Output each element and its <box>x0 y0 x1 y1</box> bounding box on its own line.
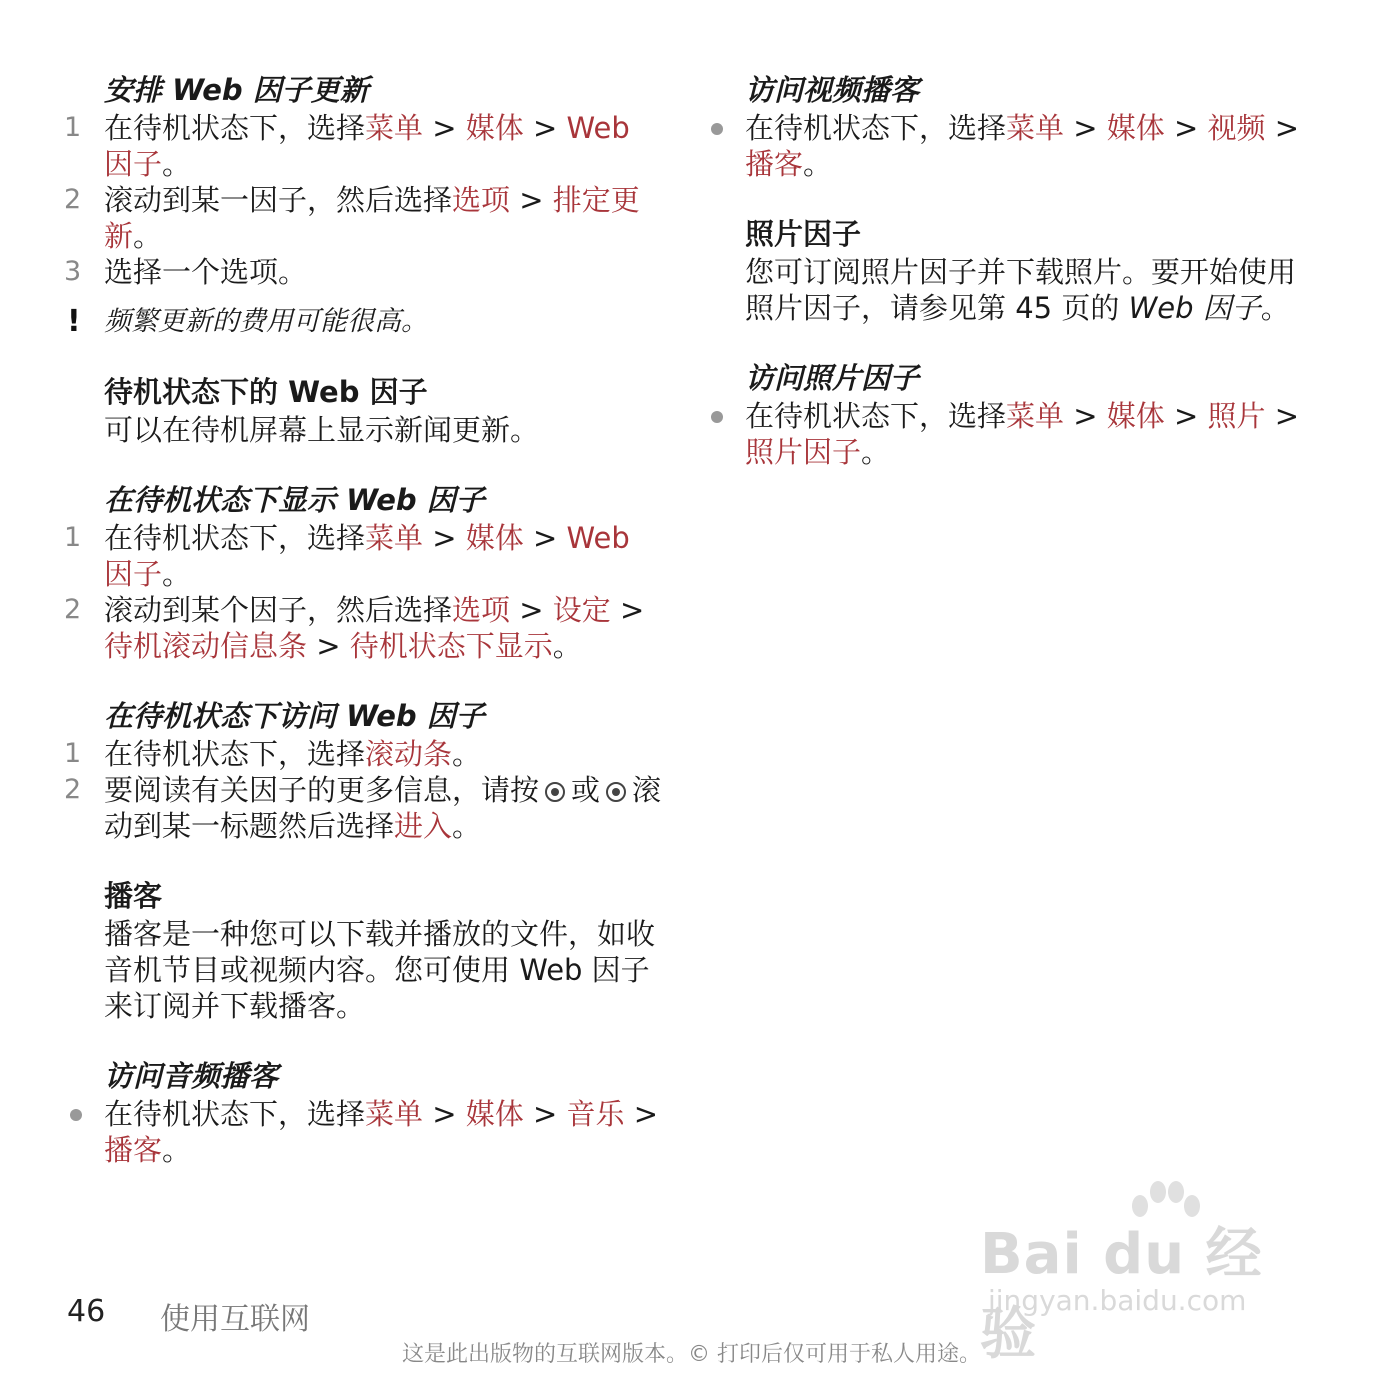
section-audio-podcasts <box>64 1056 664 1168</box>
separator: > <box>1164 399 1208 433</box>
heading: 在待机状态下显示 Web 因子 <box>104 483 485 517</box>
punct: 。 <box>552 629 582 663</box>
schedule-update-link[interactable]: 排定更新 <box>104 183 640 253</box>
podcasts-link[interactable]: 播客 <box>745 147 804 181</box>
text: 在待机状态下，选择 <box>745 399 1007 433</box>
media-link[interactable]: 媒体 <box>1106 399 1165 433</box>
text: 选择一个选项。 <box>104 255 308 289</box>
right-column <box>705 70 1305 502</box>
list-item <box>64 1096 664 1168</box>
menu-link[interactable]: 菜单 <box>1006 111 1065 145</box>
separator: > <box>1064 399 1107 433</box>
navigation-key-down-icon <box>606 782 626 802</box>
settings-link[interactable]: 设定 <box>552 593 611 627</box>
punct: 。 <box>452 809 482 843</box>
step-number: 2 <box>64 774 82 805</box>
options-link[interactable]: 选项 <box>452 593 511 627</box>
punct: 。 <box>1260 291 1290 325</box>
heading: 播客 <box>104 879 163 913</box>
ticker-link[interactable]: 待机滚动信息条 <box>104 629 308 663</box>
list-item <box>64 736 664 772</box>
punct: 。 <box>162 1133 192 1167</box>
footer-note: 这是此出版物的互联网版本。© 打印后仅可用于私人用途。 <box>402 1342 981 1367</box>
warning-note <box>64 304 664 340</box>
text: 在待机状态下，选择 <box>104 737 366 771</box>
baidu-watermark <box>980 1180 1310 1367</box>
text: 要阅读有关因子的更多信息，请按 <box>104 773 540 807</box>
separator: > <box>1164 111 1208 145</box>
section-show-feeds <box>64 480 664 664</box>
heading: 访问视频播客 <box>745 73 920 107</box>
separator: > <box>523 111 567 145</box>
punct: 。 <box>162 147 192 181</box>
separator: > <box>1265 111 1300 145</box>
media-link[interactable]: 媒体 <box>465 111 524 145</box>
menu-link[interactable]: 菜单 <box>365 521 424 555</box>
punct: 。 <box>803 147 833 181</box>
page-number: 46 <box>67 1294 106 1329</box>
paragraph <box>745 254 1305 326</box>
options-link[interactable]: 选项 <box>452 183 511 217</box>
section-access-feeds <box>64 696 664 844</box>
list-item <box>64 254 664 290</box>
show-in-standby-link[interactable]: 待机状态下显示 <box>349 629 553 663</box>
separator: > <box>510 593 553 627</box>
media-link[interactable]: 媒体 <box>465 521 524 555</box>
text: 在待机状态下，选择 <box>745 111 1007 145</box>
media-link[interactable]: 媒体 <box>465 1097 524 1131</box>
section-access-photo-feeds <box>705 358 1305 470</box>
chapter-title: 使用互联网 <box>160 1302 310 1337</box>
paragraph: 可以在待机屏幕上显示新闻更新。 <box>104 413 540 447</box>
cross-reference: Web 因子 <box>1128 291 1261 325</box>
punct: 。 <box>133 219 163 253</box>
heading: 访问音频播客 <box>104 1059 279 1093</box>
note-text: 频繁更新的费用可能很高。 <box>104 306 428 337</box>
warning-icon: ! <box>67 304 81 339</box>
section-video-podcasts <box>705 70 1305 182</box>
step-number: 1 <box>64 112 82 143</box>
list-item <box>64 520 664 592</box>
separator: > <box>610 593 645 627</box>
menu-link[interactable]: 菜单 <box>365 111 424 145</box>
text: 滚动到某一因子，然后选择 <box>104 183 453 217</box>
text: 您可订阅照片因子并下载照片。要开始使用照片因子，请参见第 45 页的 <box>745 255 1297 325</box>
bullet <box>711 123 723 135</box>
list-item <box>64 110 664 182</box>
step-number: 1 <box>64 522 82 553</box>
list-item <box>64 772 664 844</box>
step-number: 2 <box>64 594 82 625</box>
section-photo-feeds <box>705 214 1305 326</box>
separator: > <box>1265 399 1300 433</box>
web-feeds-link[interactable]: Web 因子 <box>104 521 630 591</box>
separator: > <box>423 1097 466 1131</box>
step-number: 2 <box>64 184 82 215</box>
web-feeds-link[interactable]: Web 因子 <box>104 111 630 181</box>
section-schedule-update <box>64 70 664 340</box>
text: 在待机状态下，选择 <box>104 111 366 145</box>
separator: > <box>423 111 466 145</box>
heading: 照片因子 <box>745 217 862 251</box>
menu-link[interactable]: 菜单 <box>365 1097 424 1131</box>
photo-link[interactable]: 照片 <box>1207 399 1266 433</box>
enter-link[interactable]: 进入 <box>394 809 453 843</box>
separator: > <box>307 629 350 663</box>
podcasts-link[interactable]: 播客 <box>104 1133 163 1167</box>
separator: > <box>523 521 567 555</box>
heading: 在待机状态下访问 Web 因子 <box>104 699 485 733</box>
left-column <box>64 70 664 1200</box>
bullet <box>711 411 723 423</box>
separator: > <box>624 1097 659 1131</box>
text: 滚动到某个因子，然后选择 <box>104 593 453 627</box>
video-link[interactable]: 视频 <box>1207 111 1266 145</box>
text: 或 <box>571 773 601 807</box>
separator: > <box>1064 111 1107 145</box>
photo-feeds-link[interactable]: 照片因子 <box>745 435 862 469</box>
paragraph: 播客是一种您可以下载并播放的文件，如收音机节目或视频内容。您可使用 Web 因子来订阅并下载播客。 <box>104 917 656 1023</box>
bullet <box>70 1109 82 1121</box>
media-link[interactable]: 媒体 <box>1106 111 1165 145</box>
list-item <box>64 182 664 254</box>
navigation-key-up-icon <box>545 782 565 802</box>
list-item <box>705 110 1305 182</box>
step-number: 3 <box>64 256 82 287</box>
menu-link[interactable]: 菜单 <box>1006 399 1065 433</box>
section-podcasts <box>64 876 664 1024</box>
list-item <box>705 398 1305 470</box>
text: 滚动到某一标题然后选择 <box>104 773 662 843</box>
list-item <box>64 592 664 664</box>
heading: 待机状态下的 Web 因子 <box>104 375 428 409</box>
text: 在待机状态下，选择 <box>104 521 366 555</box>
music-link[interactable]: 音乐 <box>566 1097 625 1131</box>
text: 在待机状态下，选择 <box>104 1097 366 1131</box>
section-standby-feeds <box>64 372 664 448</box>
punct: 。 <box>162 557 192 591</box>
heading: 安排 Web 因子更新 <box>104 73 369 107</box>
heading: 访问照片因子 <box>745 361 920 395</box>
step-number: 1 <box>64 738 82 769</box>
watermark-url: jingyan.baidu.com <box>988 1284 1247 1317</box>
separator: > <box>510 183 553 217</box>
punct: 。 <box>452 737 482 771</box>
watermark-brand: Bai du 经验 <box>980 1222 1263 1367</box>
punct: 。 <box>861 435 891 469</box>
ticker-link[interactable]: 滚动条 <box>365 737 453 771</box>
separator: > <box>523 1097 567 1131</box>
separator: > <box>423 521 466 555</box>
